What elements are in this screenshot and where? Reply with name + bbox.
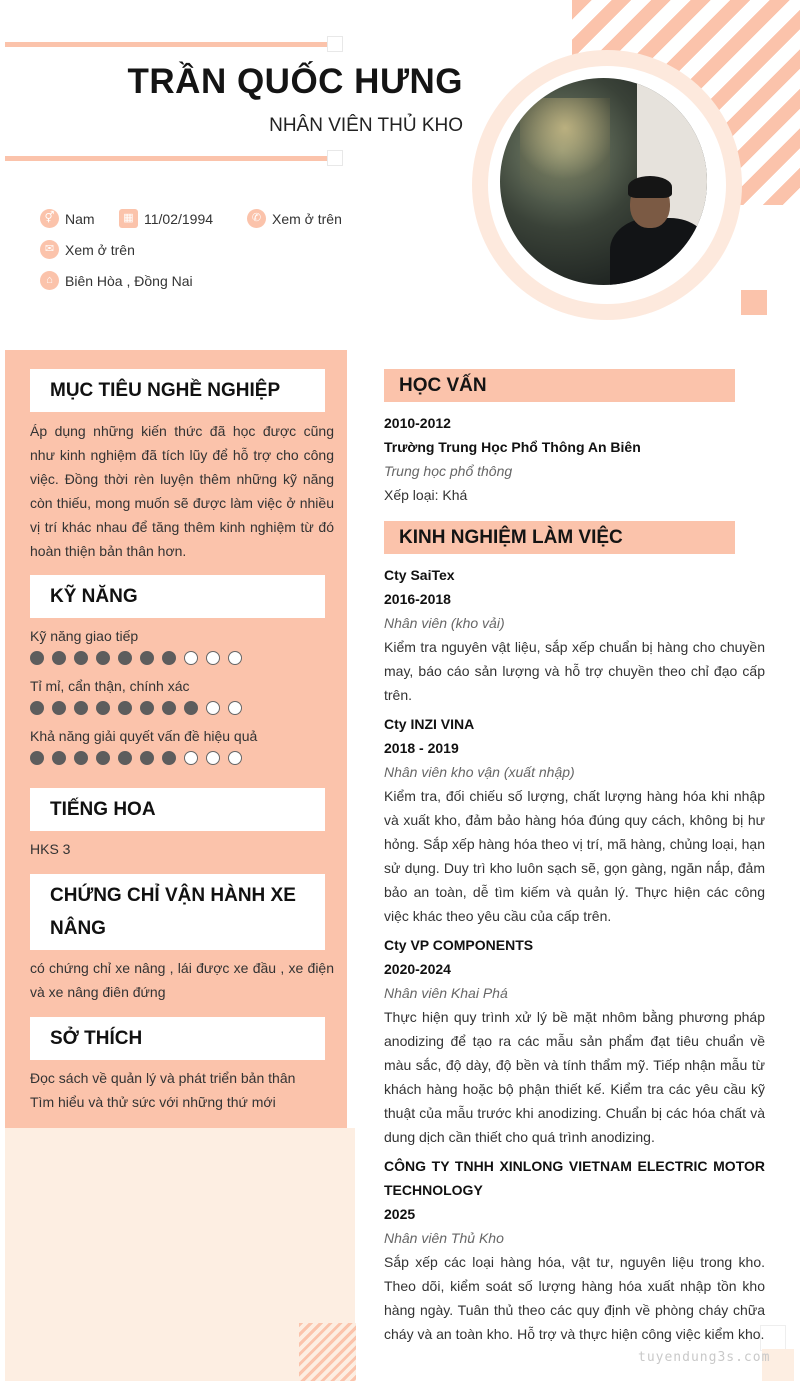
email-icon: ✉	[40, 240, 59, 259]
job-title: NHÂN VIÊN THỦ KHO	[269, 115, 463, 136]
job-company: Cty VP COMPONENTS	[384, 937, 534, 953]
rating-dot-filled	[118, 701, 132, 715]
phone-icon: ✆	[247, 209, 266, 228]
name-top-rule-end	[327, 36, 343, 52]
job-position: Nhân viên Khai Phá	[384, 985, 508, 1001]
address-info	[40, 271, 193, 290]
certificate-heading: CHỨNG CHỈ VẬN HÀNH XE NÂNG	[30, 874, 325, 950]
accent-square	[741, 290, 767, 315]
hobby-item: Đọc sách về quản lý và phát triển bản thân	[30, 1070, 296, 1086]
rating-dot-filled	[52, 651, 66, 665]
home-icon: ⌂	[40, 271, 59, 290]
rating-dot-empty	[228, 751, 242, 765]
job-position: Nhân viên Thủ Kho	[384, 1230, 504, 1246]
job-period: 2025	[384, 1206, 416, 1222]
candidate-name: TRẦN QUỐC HƯNG	[127, 62, 463, 101]
email-value: Xem ở trên	[65, 241, 135, 258]
hobbies-heading: SỞ THÍCH	[30, 1017, 325, 1060]
rating-dot-filled	[96, 701, 110, 715]
rating-dot-filled	[52, 751, 66, 765]
rating-dot-empty	[184, 651, 198, 665]
rating-dot-filled	[30, 701, 44, 715]
rating-dot-empty	[206, 701, 220, 715]
job-period: 2020-2024	[384, 961, 451, 977]
job-description: Sắp xếp các loại hàng hóa, vật tư, nguyên liệu trong kho. Theo dõi, kiểm soát số lượng hàng hóa xuất nhập tồn kho hàng ngày. Tuân thủ theo các quy định về phòng cháy chữa cháy và an toàn kho. Hỗ trợ và thực hiện công việc kiểm kho.	[384, 1254, 765, 1342]
rating-dot-filled	[30, 751, 44, 765]
job-description: Kiểm tra nguyên vật liệu, sắp xếp chuẩn bị hàng cho chuyền may, báo cáo sản lượng và hỗ trợ chuyền theo chỉ đạo cấp trên.	[384, 639, 765, 703]
job-period: 2016-2018	[384, 591, 451, 607]
objective-heading: MỤC TIÊU NGHỀ NGHIỆP	[30, 369, 325, 412]
name-top-rule	[5, 42, 330, 47]
corner-stripes-decoration	[299, 1323, 356, 1381]
rating-dot-filled	[74, 651, 88, 665]
rating-dot-filled	[96, 651, 110, 665]
rating-dot-filled	[184, 701, 198, 715]
job-position: Nhân viên kho vận (xuất nhập)	[384, 764, 575, 780]
watermark-box	[760, 1325, 786, 1351]
rating-dot-filled	[118, 651, 132, 665]
calendar-icon: ▦	[119, 209, 138, 228]
experience-heading: KINH NGHIỆM LÀM VIỆC	[384, 521, 735, 554]
language-text: HKS 3	[30, 841, 71, 857]
email-info	[40, 240, 135, 259]
skill-rating	[30, 751, 242, 765]
birthday-value: 11/02/1994	[144, 210, 214, 227]
job-period: 2018 - 2019	[384, 740, 459, 756]
skill-name: Tỉ mỉ, cẩn thận, chính xác	[30, 678, 190, 694]
skill-rating	[30, 701, 242, 715]
gender-value: Nam	[65, 210, 95, 227]
job-description: Thực hiện quy trình xử lý bề mặt nhôm bằng phương pháp anodizing để tạo ra các mẫu sản phẩm đạt tiêu chuẩn về màu sắc, độ dày, độ bền và tính thẩm mỹ. Tiếp nhận mẫu từ khách hàng hoặc bộ phận thiết kế. Kiểm tra các yêu cầu kỹ thuật của mẫu trước khi anodizing. Chuẩn bị các hóa chất và dung dịch cần thiết cho quá trình anodizing.	[384, 1009, 765, 1145]
avatar	[500, 78, 707, 285]
rating-dot-filled	[30, 651, 44, 665]
name-bottom-rule-end	[327, 150, 343, 166]
rating-dot-filled	[74, 751, 88, 765]
rating-dot-empty	[228, 701, 242, 715]
rating-dot-filled	[52, 701, 66, 715]
certificate-text: có chứng chỉ xe nâng , lái được xe đầu , xe điện và xe nâng điên đứng	[30, 960, 334, 1000]
job-company: Cty INZI VINA	[384, 716, 475, 732]
skill-name: Khả năng giải quyết vấn đề hiệu quả	[30, 728, 258, 744]
rating-dot-filled	[118, 751, 132, 765]
rating-dot-empty	[228, 651, 242, 665]
rating-dot-filled	[162, 751, 176, 765]
skills-heading: KỸ NĂNG	[30, 575, 325, 618]
rating-dot-filled	[96, 751, 110, 765]
address-value: Biên Hòa , Đồng Nai	[65, 272, 193, 289]
education-heading: HỌC VẤN	[384, 369, 735, 402]
rating-dot-filled	[74, 701, 88, 715]
rating-dot-empty	[206, 651, 220, 665]
hobby-item: Tìm hiểu và thử sức với những thứ mới	[30, 1094, 276, 1110]
gender-icon: ⚥	[40, 209, 59, 228]
education-grade: Xếp loại: Khá	[384, 487, 468, 503]
skill-rating	[30, 651, 242, 665]
education-school: Trường Trung Học Phổ Thông An Biên	[384, 439, 641, 455]
watermark: tuyendung3s.com	[638, 1350, 771, 1365]
phone-value: Xem ở trên	[272, 210, 342, 227]
education-period: 2010-2012	[384, 415, 451, 431]
rating-dot-filled	[140, 651, 154, 665]
skill-name: Kỹ năng giao tiếp	[30, 628, 139, 644]
rating-dot-filled	[162, 651, 176, 665]
language-heading: TIẾNG HOA	[30, 788, 325, 831]
job-description: Kiểm tra, đối chiếu số lượng, chất lượng hàng hóa khi nhập và xuất kho, đảm bảo hàng hóa đúng quy cách, không bị hư hỏng. Sắp xếp hàng hóa theo vị trí, mã hàng, chủng loại, hạn sử dụng. Duy trì kho luôn sạch sẽ, gọn gàng, ngăn nắp, đảm bảo an toàn, dễ tìm kiếm và quản lý. Thực hiện các công việc khác theo yêu cầu của cấp trên.	[384, 788, 765, 924]
gender-info	[40, 209, 95, 228]
job-company: Cty SaiTex	[384, 567, 455, 583]
rating-dot-empty	[184, 751, 198, 765]
education-level: Trung học phổ thông	[384, 463, 513, 479]
rating-dot-empty	[206, 751, 220, 765]
phone-info	[247, 209, 342, 228]
objective-text: Áp dụng những kiến thức đã học được cũng như kinh nghiệm đã tích lũy để hỗ trợ cho công việc. Đồng thời rèn luyện thêm những kỹ năng còn thiếu, mong muốn sẽ được làm việc ở nhiều vị trí khác nhau để tăng thêm kinh nghiệm từ đó hoàn thiện bản thân hơn.	[30, 423, 334, 559]
rating-dot-filled	[140, 751, 154, 765]
job-company: CÔNG TY TNHH XINLONG VIETNAM ELECTRIC MOTOR TECHNOLOGY	[384, 1158, 765, 1198]
rating-dot-filled	[140, 701, 154, 715]
birthday-info	[119, 209, 213, 228]
rating-dot-filled	[162, 701, 176, 715]
job-position: Nhân viên (kho vải)	[384, 615, 505, 631]
name-bottom-rule	[5, 156, 330, 161]
